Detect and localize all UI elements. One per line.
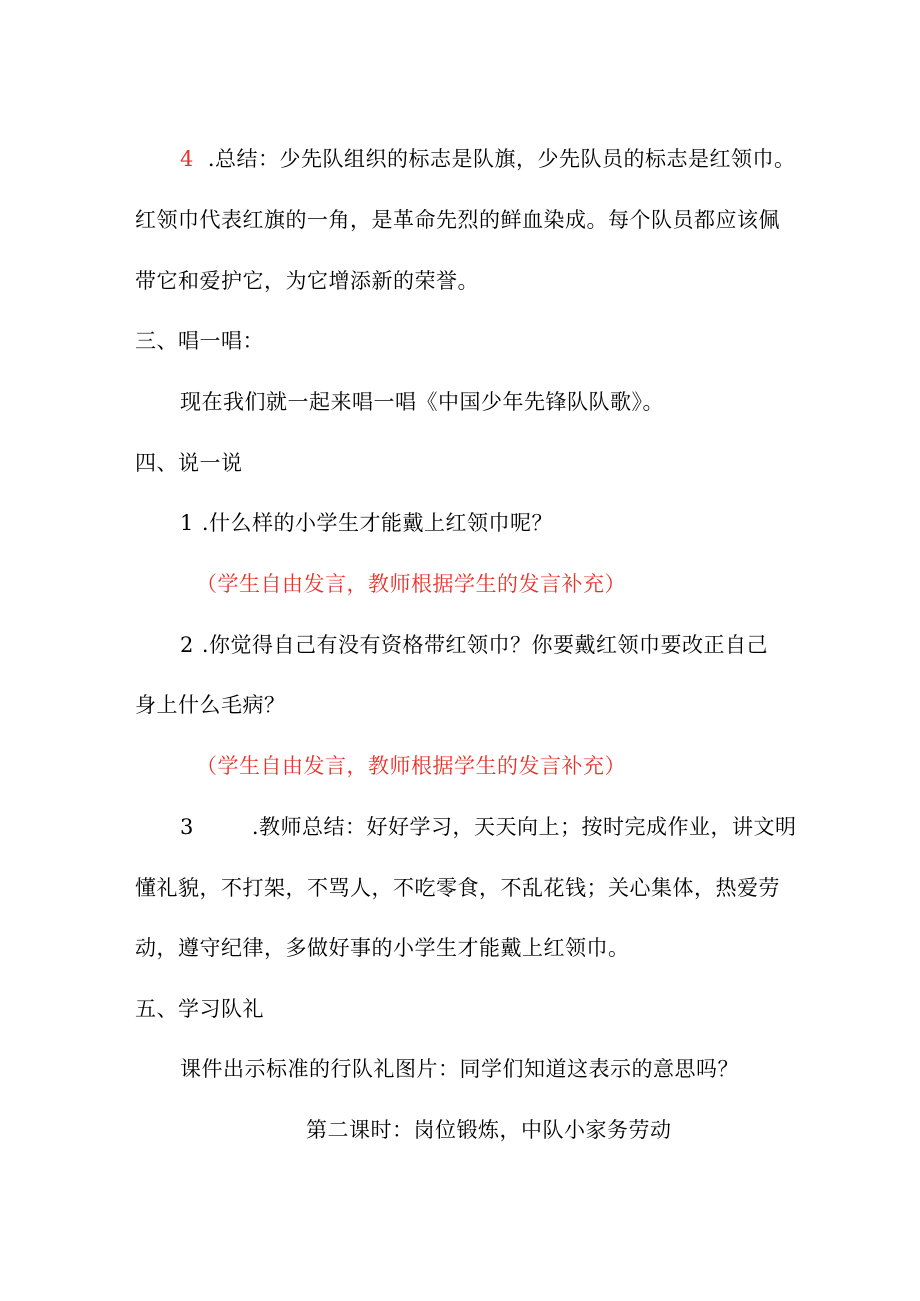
- question-1: [180, 510, 553, 536]
- section-5-text: 课件出示标准的行队礼图片：同学们知道这表示的意思吗？: [180, 1057, 739, 1081]
- section-4-heading: 四、说一说: [135, 451, 243, 475]
- paragraph-4-line-3: 带它和爱护它，为它增添新的荣誉。: [135, 269, 479, 293]
- question-2-line-2: 身上什么毛病？: [135, 693, 286, 717]
- question-2-number: 2: [180, 633, 194, 657]
- question-2-text: .你觉得自己有没有资格带红领巾？你要戴红领巾要改正自己: [201, 633, 769, 657]
- paragraph-4-line-2: 红领巾代表红旗的一角，是革命先烈的鲜血染成。每个队员都应该佩: [135, 208, 780, 232]
- paragraph-4-line-1: [180, 146, 796, 172]
- question-1-number: 1: [180, 511, 194, 535]
- lesson-2-title: 第二课时：岗位锻炼，中队小家务劳动: [306, 1118, 672, 1142]
- note-1: （学生自由发言，教师根据学生的发言补充）: [196, 572, 626, 596]
- summary-text: .总结：少先队组织的标志是队旗，少先队员的标志是红领巾。: [207, 147, 796, 171]
- section-3-heading: 三、唱一唱：: [135, 329, 264, 353]
- note-2: （学生自由发言，教师根据学生的发言补充）: [196, 754, 626, 778]
- section-3-text: 现在我们就一起来唱一唱《中国少年先锋队队歌》。: [180, 390, 664, 414]
- section-5-heading: 五、学习队礼: [135, 997, 264, 1021]
- question-3-text: .教师总结：好好学习，天天向上；按时完成作业，讲文明: [251, 815, 797, 839]
- question-1-text: .什么样的小学生才能戴上红领巾呢？: [201, 511, 554, 535]
- question-3-line-3: 动，遵守纪律，多做好事的小学生才能戴上红领巾。: [135, 936, 630, 960]
- question-3-number: 3: [180, 815, 194, 839]
- question-3-line-1: [180, 814, 797, 840]
- item-number-4: 4: [180, 147, 194, 171]
- question-2-line-1: [180, 632, 768, 658]
- question-3-line-2: 懂礼貌，不打架，不骂人，不吃零食，不乱花钱；关心集体，热爱劳: [135, 876, 780, 900]
